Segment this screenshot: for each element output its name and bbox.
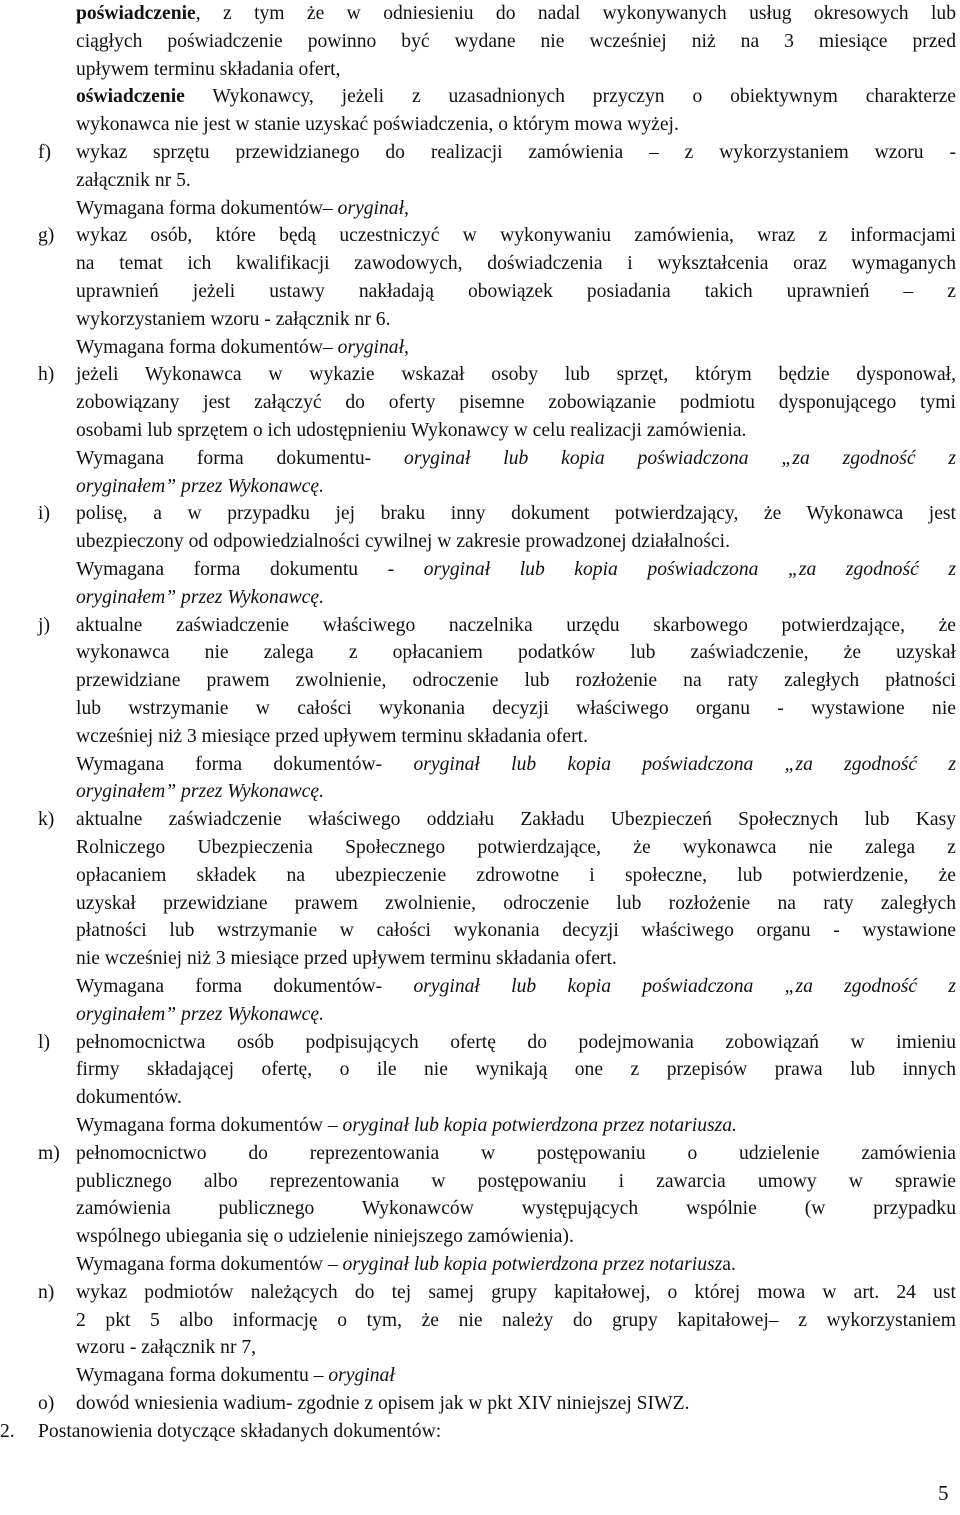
page-number: 5 — [938, 1481, 949, 1505]
item-i-line-2: ubezpieczony od odpowiedzialności cywilnej w zakresie prowadzonej działalności. — [76, 531, 730, 553]
item-j-line-2: wykonawca nie zalega z opłacaniem podatków lub zaświadczenie, że uzyskał — [76, 642, 956, 664]
item-f-label: f) — [38, 142, 52, 163]
item-f-form-value: oryginał, — [337, 197, 409, 219]
item-k-line-5: płatności lub wstrzymanie w całości wykonania decyzji właściwego organu - wystawione — [76, 920, 956, 942]
item-h-form-prefix: Wymagana forma dokumentu- — [76, 447, 405, 469]
item-l-line-3: dokumentów. — [76, 1087, 182, 1109]
item-m-line-2: publicznego albo reprezentowania w postępowaniu i zawarcia umowy w sprawie — [76, 1170, 956, 1192]
item-h-form-value: oryginał lub kopia poświadczona „za zgodność z — [404, 447, 956, 469]
item-i-form-prefix: Wymagana forma dokumentu - — [76, 559, 424, 580]
item-n-label: n) — [38, 1281, 55, 1303]
item-j-form-cont — [76, 778, 324, 806]
item-n-line-1: wykaz podmiotów należących do tej samej grupy kapitałowej, o której mowa w art. 24 ust — [76, 1281, 956, 1303]
item-k-form — [76, 973, 956, 1001]
item-n-line-2: 2 pkt 5 albo informację o tym, że nie należy do grupy kapitałowej– z wykorzystaniem — [76, 1309, 956, 1331]
item-n-form-prefix: Wymagana forma dokumentu – — [76, 1365, 329, 1387]
item-g-label: g) — [38, 225, 55, 247]
item-m-label: m) — [38, 1142, 60, 1164]
item-l-form-value: oryginał lub kopia potwierdzona przez notariusza. — [342, 1115, 737, 1136]
item-g-form-value: oryginał, — [337, 336, 409, 358]
item-g-form-prefix: Wymagana forma dokumentów– — [76, 336, 338, 358]
item-o-label: o) — [38, 1393, 55, 1414]
item-h-form — [76, 445, 956, 473]
item-m-line-1: pełnomocnictwo do reprezentowania w postępowaniu o udzielenie zamówienia — [76, 1142, 956, 1164]
item-i-form-cont — [76, 584, 324, 612]
section-2-heading: Postanowienia dotyczące składanych dokumentów: — [38, 1420, 442, 1442]
top-line-1-bold: poświadczenie — [76, 3, 196, 24]
item-i-label: i) — [38, 503, 50, 525]
item-g-line-1: wykaz osób, które będą uczestniczyć w wykonywaniu zamówienia, wraz z informacjami — [76, 225, 956, 247]
item-l-form-prefix: Wymagana forma dokumentów – — [76, 1115, 343, 1136]
item-m-form-prefix: Wymagana forma dokumentów – — [76, 1254, 343, 1275]
item-h-line-2: zobowiązany jest załączyć do oferty pisemne zobowiązanie podmiotu dysponującego tymi — [76, 392, 956, 414]
item-k-line-1: aktualne zaświadczenie właściwego oddziału Zakładu Ubezpieczeń Społecznych lub Kasy — [76, 809, 956, 831]
top-line-4-bold: oświadczenie — [76, 86, 185, 108]
item-j-line-3: przewidziane prawem zwolnienie, odroczenie lub rozłożenie na raty zaległych płatności — [76, 670, 956, 692]
item-n-form — [76, 1362, 395, 1390]
item-o-line-1: dowód wniesienia wadium- zgodnie z opisem jak w pkt XIV niniejszej SIWZ. — [76, 1393, 690, 1414]
section-2-number: 2. — [0, 1420, 15, 1442]
item-k-form-cont — [76, 1001, 324, 1029]
item-l-form — [76, 1112, 737, 1140]
item-k-line-3: opłacaniem składek na ubezpieczenie zdrowotne i społeczne, lub potwierdzenie, że — [76, 864, 956, 886]
top-line-5: wykonawca nie jest w stanie uzyskać poświadczenia, o którym mowa wyżej. — [76, 114, 679, 136]
item-g-line-2: na temat ich kwalifikacji zawodowych, doświadczenia i wykształcenia oraz wymaganych — [76, 253, 956, 275]
item-f-form — [76, 195, 409, 223]
item-l-line-2: firmy składającej ofertę, o ile nie wynikają one z przepisów prawa lub innych — [76, 1059, 956, 1081]
item-k-label: k) — [38, 809, 55, 831]
item-j-form — [76, 751, 956, 779]
item-g-line-4: wykorzystaniem wzoru - załącznik nr 6. — [76, 308, 391, 330]
item-f-line-2: załącznik nr 5. — [76, 169, 191, 191]
item-m-form-suffix: a. — [722, 1254, 736, 1275]
item-h-form-cont — [76, 473, 324, 501]
item-l-label: l) — [38, 1031, 50, 1053]
item-h-line-3: osobami lub sprzętem o ich udostępnieniu Wykonawcy w celu realizacji zamówienia. — [76, 420, 747, 441]
item-h-form-value-2: oryginałem” przez Wykonawcę. — [76, 475, 324, 497]
item-j-label: j) — [38, 614, 50, 636]
item-g-line-3: uprawnień jeżeli ustawy nakładają obowiązek posiadania takich uprawnień – z — [76, 281, 956, 302]
item-j-form-prefix: Wymagana forma dokumentów- — [76, 753, 414, 775]
item-m-line-4: wspólnego ubiegania się o udzielenie niniejszego zamówienia). — [76, 1226, 574, 1248]
item-h-line-1: jeżeli Wykonawca w wykazie wskazał osoby lub sprzęt, którym będzie dysponował, — [76, 364, 956, 386]
item-l-line-1: pełnomocnictwa osób podpisujących ofertę do podejmowania zobowiązań w imieniu — [76, 1031, 956, 1053]
item-k-form-prefix: Wymagana forma dokumentów- — [76, 976, 414, 997]
top-line-1 — [76, 0, 956, 28]
top-line-2: ciągłych poświadczenie powinno być wydane nie wcześniej niż na 3 miesiące przed — [76, 30, 956, 52]
item-h-label: h) — [38, 364, 55, 386]
item-m-line-3: zamówienia publicznego Wykonawców występujących wspólnie (w przypadku — [76, 1198, 956, 1220]
item-i-form-value-2: oryginałem” przez Wykonawcę. — [76, 586, 324, 608]
top-line-3: upływem terminu składania ofert, — [76, 58, 341, 80]
top-line-4 — [76, 83, 956, 111]
item-k-form-value: oryginał lub kopia poświadczona „za zgodność z — [413, 976, 956, 997]
item-i-form — [76, 556, 956, 584]
item-n-form-value: oryginał — [328, 1365, 395, 1387]
item-m-form-value: oryginał lub kopia potwierdzona przez notariusz — [342, 1254, 723, 1275]
item-k-form-value-2: oryginałem” przez Wykonawcę. — [76, 1003, 324, 1025]
item-j-form-value-2: oryginałem” przez Wykonawcę. — [76, 781, 324, 803]
item-k-line-4: uzyskał przewidziane prawem zwolnienie, odroczenie lub rozłożenie na raty zaległych — [76, 892, 956, 914]
item-i-form-value: oryginał lub kopia poświadczona „za zgodność z — [423, 559, 956, 580]
item-f-form-prefix: Wymagana forma dokumentów– — [76, 197, 338, 219]
item-f-line-1: wykaz sprzętu przewidzianego do realizacji zamówienia – z wykorzystaniem wzoru - — [76, 142, 956, 163]
item-j-line-1: aktualne zaświadczenie właściwego naczelnika urzędu skarbowego potwierdzające, że — [76, 614, 956, 636]
item-j-line-5: wcześniej niż 3 miesiące przed upływem terminu składania ofert. — [76, 725, 588, 747]
item-n-line-3: wzoru - załącznik nr 7, — [76, 1337, 257, 1359]
top-line-4-text: Wykonawcy, jeżeli z uzasadnionych przyczyn o obiektywnym charakterze — [184, 86, 956, 108]
item-k-line-2: Rolniczego Ubezpieczenia Społecznego potwierdzające, że wykonawca nie zalega z — [76, 837, 956, 858]
item-m-form — [76, 1251, 736, 1279]
item-i-line-1: polisę, a w przypadku jej braku inny dokument potwierdzający, że Wykonawca jest — [76, 503, 956, 525]
item-k-line-6: nie wcześniej niż 3 miesiące przed upływem terminu składania ofert. — [76, 948, 617, 970]
item-j-form-value: oryginał lub kopia poświadczona „za zgodność z — [413, 753, 956, 775]
item-j-line-4: lub wstrzymanie w całości wykonania decyzji właściwego organu - wystawione nie — [76, 698, 956, 719]
item-g-form — [76, 334, 409, 362]
top-line-1-text: , z tym że w odniesieniu do nadal wykonywanych usług okresowych lub — [195, 3, 956, 24]
